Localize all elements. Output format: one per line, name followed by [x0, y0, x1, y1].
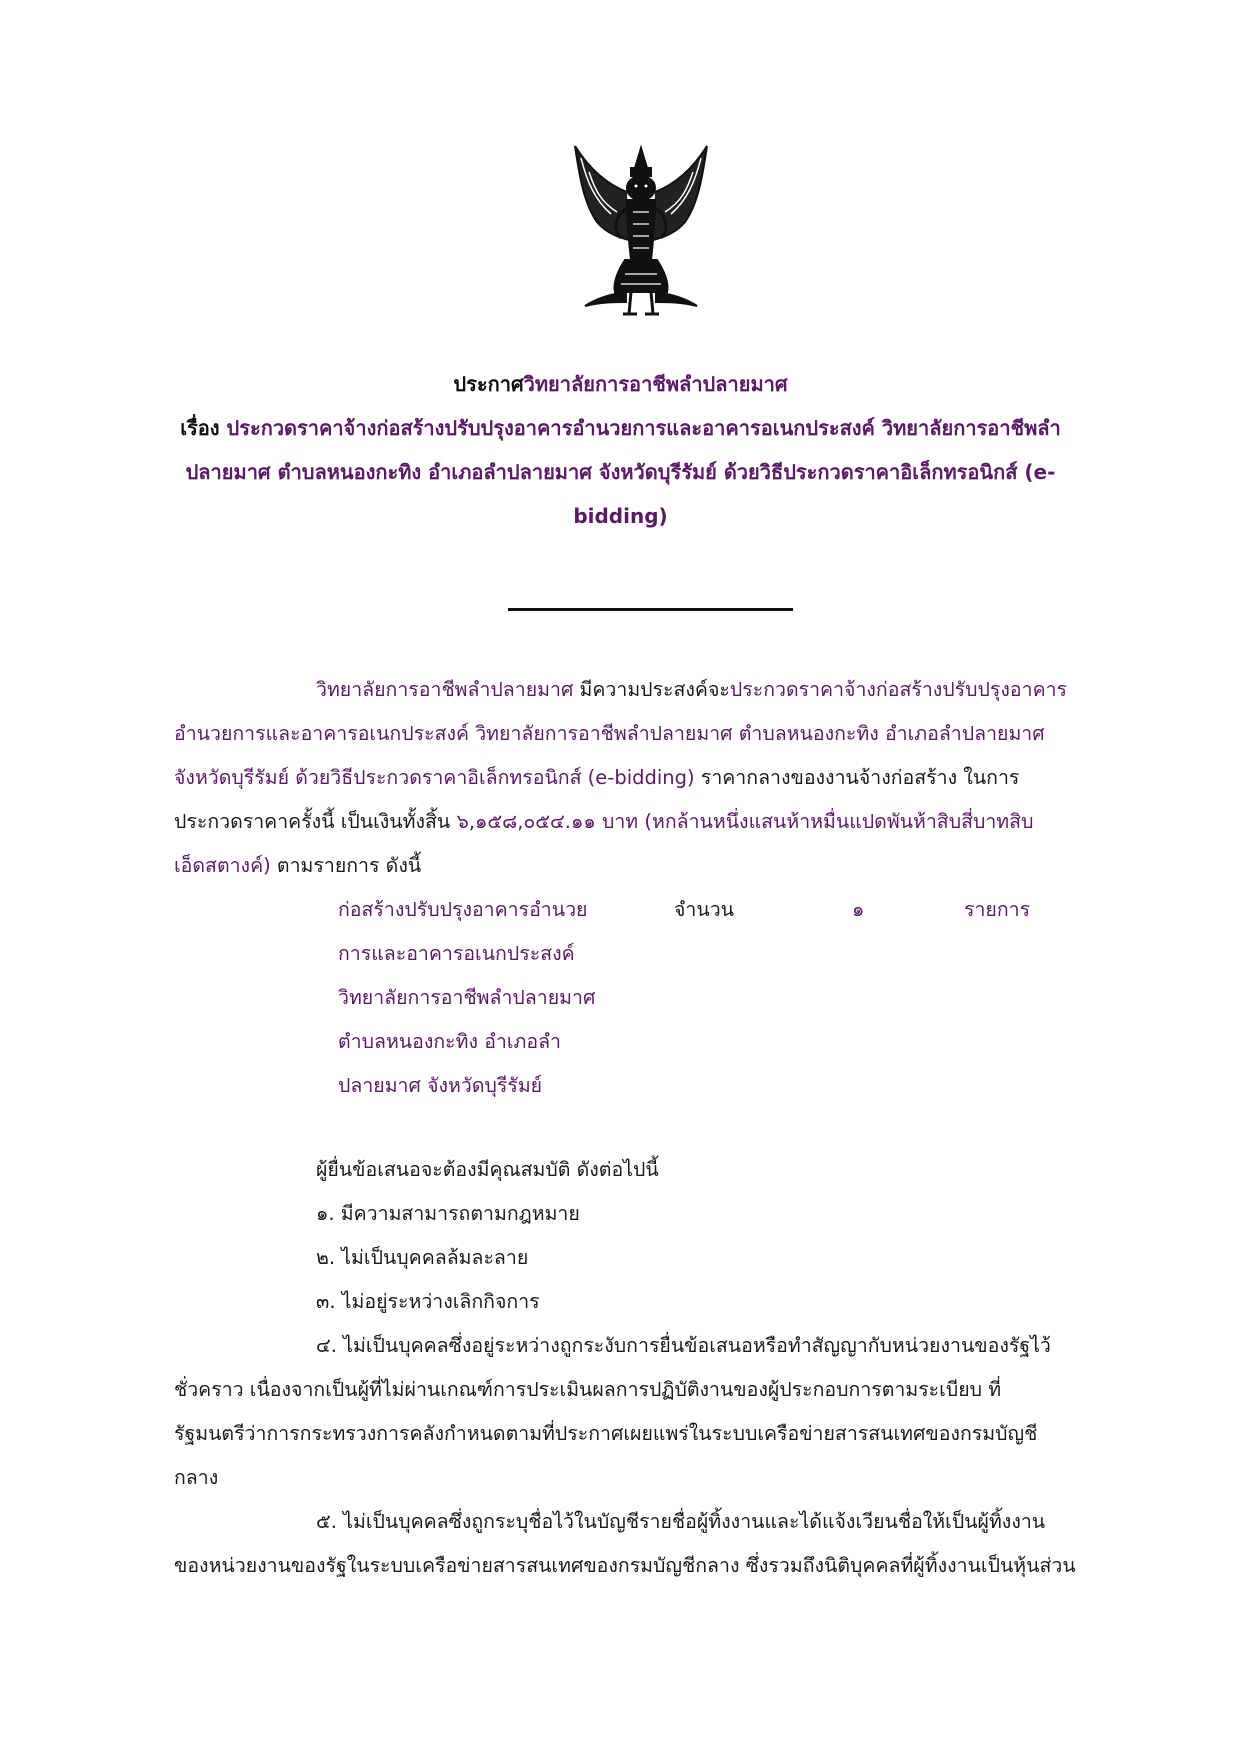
intro-line-4: ประกวดราคาครั้งนี้ เป็นเงินทั้งสิ้น ๖,๑๕๘,๐๕๔.๑๑ บาท (หกล้านหนึ่งแสนห้าหมื่นแปดพันห้าสิบสี่บาทสิบ	[174, 810, 1034, 833]
qualification-5-line-1: ๕. ไม่เป็นบุคคลซึ่งถูกระบุชื่อไว้ในบัญชีรายชื่อผู้ทิ้งงานและได้แจ้งเวียนชื่อให้เป็นผู้ทิ้งงาน	[316, 1510, 1046, 1533]
item-unit: รายการ	[964, 898, 1031, 921]
item-qty-label: จำนวน	[674, 898, 734, 921]
announcement-title: ประกาศวิทยาลัยการอาชีพลำปลายมาศ	[453, 372, 788, 396]
qualification-4-line-1: ๔. ไม่เป็นบุคคลซึ่งอยู่ระหว่างถูกระงับการยื่นข้อเสนอหรือทำสัญญากับหน่วยงานของรัฐไว้	[316, 1334, 1051, 1357]
title-divider	[508, 608, 793, 611]
announcement-header	[150, 362, 1091, 538]
subject-line-1: ประกวดราคาจ้างก่อสร้างปรับปรุงอาคารอำนวยการและอาคารอเนกประสงค์ วิทยาลัยการอาชีพลำ	[226, 416, 1061, 440]
qualifications-heading: ผู้ยื่นข้อเสนอจะต้องมีคุณสมบัติ ดังต่อไปนี้	[316, 1158, 659, 1181]
garuda-emblem-icon	[571, 142, 711, 318]
item-qty: ๑	[852, 898, 865, 921]
subject-label: เรื่อง	[180, 416, 220, 440]
qualification-5-line-2: ของหน่วยงานของรัฐในระบบเครือข่ายสารสนเทศของกรมบัญชีกลาง ซึ่งรวมถึงนิติบุคคลที่ผู้ทิ้งงานเป็นหุ้นส่วน	[174, 1554, 1076, 1577]
qualification-4-line-4: กลาง	[174, 1466, 219, 1489]
budget-amount: ๖,๑๕๘,๐๕๔.๑๑	[456, 810, 596, 833]
intro-line-5: เอ็ดสตางค์) ตามรายการ ดังนี้	[174, 854, 422, 877]
subject-line-3: bidding)	[573, 504, 668, 528]
qualification-4-line-3: รัฐมนตรีว่าการกระทรวงการคลังกำหนดตามที่ประกาศเผยแพร่ในระบบเครือข่ายสารสนเทศของกรมบัญชี	[174, 1422, 1038, 1445]
qualification-2: ๒. ไม่เป็นบุคคลล้มละลาย	[316, 1246, 529, 1269]
intro-line-2: อำนวยการและอาคารอเนกประสงค์ วิทยาลัยการอาชีพลำปลายมาศ ตำบลหนองกะทิง อำเภอลำปลายมาศ	[174, 722, 1045, 745]
subject-line-2: ปลายมาศ ตำบลหนองกะทิง อำเภอลำปลายมาศ จังหวัดบุรีรัมย์ ด้วยวิธีประกวดราคาอิเล็กทรอนิกส์ (e-	[185, 460, 1056, 484]
item-name: ก่อสร้างปรับปรุงอาคารอำนวย การและอาคารอเนกประสงค์ วิทยาลัยการอาชีพลำปลายมาศ ตำบลหนองกะทิง อำเภอลำ ปลายมาศ จังหวัดบุรีรัมย์	[338, 898, 596, 1097]
qualification-4-line-2: ชั่วคราว เนื่องจากเป็นผู้ที่ไม่ผ่านเกณฑ์การประเมินผลการปฏิบัติงานของผู้ประกอบการตามระเบียบ ที่	[174, 1378, 1002, 1401]
announcement-subject	[150, 406, 1091, 538]
intro-line-3: จังหวัดบุรีรัมย์ ด้วยวิธีประกวดราคาอิเล็กทรอนิกส์ (e-bidding) ราคากลางของงานจ้างก่อสร้าง ในการ	[174, 766, 1020, 789]
qualification-3: ๓. ไม่อยู่ระหว่างเลิกกิจการ	[316, 1290, 540, 1313]
intro-line-1: วิทยาลัยการอาชีพลำปลายมาศ มีความประสงค์จะประกวดราคาจ้างก่อสร้างปรับปรุงอาคาร	[316, 678, 1068, 701]
qualification-1: ๑. มีความสามารถตามกฎหมาย	[316, 1202, 580, 1225]
